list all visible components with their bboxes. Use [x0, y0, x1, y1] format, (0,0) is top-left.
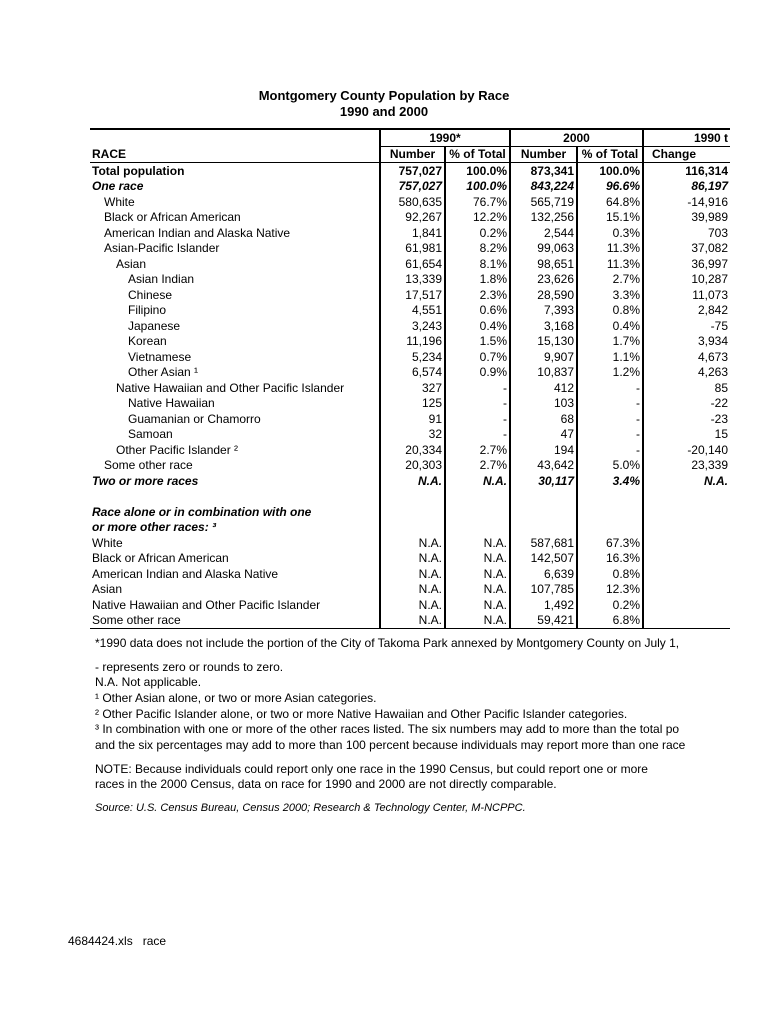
header-race: RACE [92, 147, 127, 161]
row-label: Asian Indian [128, 272, 195, 287]
row-value: N.A. [445, 597, 510, 613]
title-line-1: Montgomery County Population by Race [258, 88, 510, 103]
table-row [90, 303, 730, 319]
row-label: Two or more races [92, 473, 199, 488]
row-value: 32 [380, 427, 445, 443]
row-value: 107,785 [510, 582, 577, 598]
row-value [510, 504, 577, 520]
row-value [643, 520, 730, 536]
row-value: 10,287 [643, 272, 730, 288]
table-row [90, 318, 730, 334]
row-value: 12.3% [577, 582, 643, 598]
table-row [90, 582, 730, 598]
table-row [90, 473, 730, 489]
table-row [90, 551, 730, 567]
row-value: 9,907 [510, 349, 577, 365]
table-row [90, 194, 730, 210]
row-value: N.A. [380, 566, 445, 582]
source-note: Source: U.S. Census Bureau, Census 2000; Research & Technology Center, M-NCPPC. [95, 802, 526, 814]
row-value: 15.1% [577, 210, 643, 226]
row-value: 3,243 [380, 318, 445, 334]
row-value: - [577, 442, 643, 458]
row-label: Some other race [104, 458, 193, 473]
row-value [577, 489, 643, 505]
population-table [90, 128, 730, 629]
header-change: 1990 t [643, 129, 730, 146]
row-value: 4,263 [643, 365, 730, 381]
row-value: 0.3% [577, 225, 643, 241]
table-row [90, 489, 730, 505]
row-value: 0.8% [577, 566, 643, 582]
row-value: N.A. [380, 582, 445, 598]
row-value [577, 520, 643, 536]
table-row [90, 566, 730, 582]
table-row [90, 442, 730, 458]
row-label: Total population [90, 163, 380, 179]
row-value: 757,027 [380, 163, 445, 179]
row-value: 1.5% [445, 334, 510, 350]
row-value: 2,842 [643, 303, 730, 319]
table-row [90, 349, 730, 365]
row-value: 100.0% [445, 179, 510, 195]
row-value: -22 [643, 396, 730, 412]
row-value: 0.9% [445, 365, 510, 381]
row-value: 103 [510, 396, 577, 412]
row-value: 132,256 [510, 210, 577, 226]
header-2000: 2000 [510, 129, 643, 146]
table-row [90, 613, 730, 629]
row-value: 68 [510, 411, 577, 427]
row-value: 2,544 [510, 225, 577, 241]
row-label [90, 489, 380, 505]
row-label: White [92, 535, 123, 550]
row-value: 1.2% [577, 365, 643, 381]
row-label: Some other race [90, 613, 380, 629]
row-value: - [577, 396, 643, 412]
row-value: 0.4% [577, 318, 643, 334]
row-label: or more other races: ³ [92, 520, 217, 535]
row-label: Asian [116, 256, 147, 271]
row-value: - [445, 411, 510, 427]
footer-filename: 4684424.xls [68, 934, 133, 948]
row-value: 2.3% [445, 287, 510, 303]
row-value: 43,642 [510, 458, 577, 474]
page-title [0, 88, 768, 120]
table-row [90, 396, 730, 412]
row-value: 36,997 [643, 256, 730, 272]
row-value: 3.3% [577, 287, 643, 303]
table-row [90, 380, 730, 396]
row-value: 0.8% [577, 303, 643, 319]
row-value: 3,934 [643, 334, 730, 350]
table-row [90, 504, 730, 520]
row-value: 2.7% [445, 458, 510, 474]
row-value: 86,197 [643, 179, 730, 195]
table-row [90, 210, 730, 226]
row-value: N.A. [445, 535, 510, 551]
table-row [90, 365, 730, 381]
row-value: 125 [380, 396, 445, 412]
row-label: Japanese [128, 318, 181, 333]
row-value: N.A. [380, 613, 445, 629]
row-label: Other Pacific Islander ² [116, 442, 239, 457]
row-value: 61,654 [380, 256, 445, 272]
row-value: 98,651 [510, 256, 577, 272]
row-value: 28,590 [510, 287, 577, 303]
table-row [90, 458, 730, 474]
row-value [643, 551, 730, 567]
row-value: 85 [643, 380, 730, 396]
row-value [643, 566, 730, 582]
row-value: 76.7% [445, 194, 510, 210]
row-value: 23,626 [510, 272, 577, 288]
row-value [643, 504, 730, 520]
table-row [90, 597, 730, 613]
row-value: 1.8% [445, 272, 510, 288]
row-value: 64.8% [577, 194, 643, 210]
row-value: 15 [643, 427, 730, 443]
table-row [90, 520, 730, 536]
row-value: 1.1% [577, 349, 643, 365]
row-value: N.A. [643, 473, 730, 489]
row-value: 17,517 [380, 287, 445, 303]
row-value [445, 489, 510, 505]
row-value [643, 489, 730, 505]
table-row [90, 334, 730, 350]
row-label: Samoan [128, 427, 173, 442]
row-label: American Indian and Alaska Native [104, 225, 291, 240]
row-value [577, 504, 643, 520]
row-value: 142,507 [510, 551, 577, 567]
row-value: 30,117 [510, 473, 577, 489]
header-row-columns [90, 146, 730, 163]
row-value: 0.6% [445, 303, 510, 319]
row-label: Vietnamese [128, 349, 192, 364]
row-label: White [104, 194, 135, 209]
row-value: 12.2% [445, 210, 510, 226]
row-label: Asian [92, 582, 123, 597]
header-number-1990: Number [380, 146, 445, 163]
row-value: - [445, 380, 510, 396]
row-value: -20,140 [643, 442, 730, 458]
row-value: 13,339 [380, 272, 445, 288]
header-1990: 1990* [380, 129, 510, 146]
note-comparability-a: NOTE: Because individuals could report only one race in the 1990 Census, but could report one or more [95, 762, 648, 776]
row-value: 2.7% [577, 272, 643, 288]
row-value: 327 [380, 380, 445, 396]
row-value: -75 [643, 318, 730, 334]
row-value: 1,841 [380, 225, 445, 241]
row-value: 587,681 [510, 535, 577, 551]
footnote-3b: and the six percentages may add to more than 100 percent because individuals may report more than one race [95, 738, 686, 752]
row-value: 3,168 [510, 318, 577, 334]
row-value: 15,130 [510, 334, 577, 350]
row-label: Guamanian or Chamorro [128, 411, 261, 426]
row-value [510, 520, 577, 536]
row-value: 96.6% [577, 179, 643, 195]
row-value: N.A. [445, 613, 510, 629]
row-label: Black or African American [92, 551, 229, 566]
row-value: 703 [643, 225, 730, 241]
row-value: N.A. [445, 566, 510, 582]
row-value: 1.7% [577, 334, 643, 350]
row-value: 3.4% [577, 473, 643, 489]
row-value [510, 489, 577, 505]
row-label: Filipino [128, 303, 167, 318]
row-value: 0.2% [577, 597, 643, 613]
row-value: - [445, 427, 510, 443]
row-value: 4,551 [380, 303, 445, 319]
row-label: Native Hawaiian and Other Pacific Islander [116, 380, 345, 395]
row-value [643, 613, 730, 629]
row-value [445, 504, 510, 520]
row-value: 6,574 [380, 365, 445, 381]
row-value [380, 489, 445, 505]
row-value: 116,314 [643, 163, 730, 179]
row-value: 5.0% [577, 458, 643, 474]
header-number-2000: Number [510, 146, 577, 163]
note-comparability-b: races in the 2000 Census, data on race for 1990 and 2000 are not directly comparable. [95, 777, 557, 791]
row-value: 16.3% [577, 551, 643, 567]
row-value: 0.2% [445, 225, 510, 241]
row-value: 61,981 [380, 241, 445, 257]
row-label: Korean [128, 334, 167, 349]
header-row-years [90, 129, 730, 146]
row-value: 4,673 [643, 349, 730, 365]
row-label: Native Hawaiian and Other Pacific Islander [92, 597, 321, 612]
row-label: Native Hawaiian [128, 396, 215, 411]
row-value: 8.2% [445, 241, 510, 257]
row-value [643, 597, 730, 613]
row-value: 873,341 [510, 163, 577, 179]
row-value: 7,393 [510, 303, 577, 319]
row-label: Asian-Pacific Islander [104, 241, 220, 256]
row-value: 47 [510, 427, 577, 443]
footer-sheet: race [142, 934, 167, 948]
row-label: One race [92, 179, 144, 194]
row-value: 20,303 [380, 458, 445, 474]
row-value: 194 [510, 442, 577, 458]
footnote-3a: ³ In combination with one or more of the other races listed. The six numbers may add to more than the total po [95, 722, 680, 736]
row-value: -14,916 [643, 194, 730, 210]
row-value [643, 535, 730, 551]
row-value: 412 [510, 380, 577, 396]
header-pct-1990: % of Total [445, 146, 510, 163]
row-label: Race alone or in combination with one [92, 504, 312, 519]
row-value: N.A. [380, 597, 445, 613]
row-value: 100.0% [445, 163, 510, 179]
note-dash: - represents zero or rounds to zero. [95, 660, 284, 674]
row-value: 5,234 [380, 349, 445, 365]
table-row [90, 411, 730, 427]
row-value: 580,635 [380, 194, 445, 210]
row-label: Black or African American [104, 210, 241, 225]
header-blank [90, 129, 380, 146]
row-value: 23,339 [643, 458, 730, 474]
row-label: Other Asian ¹ [128, 365, 199, 380]
row-value: - [445, 396, 510, 412]
row-label: Chinese [128, 287, 173, 302]
row-value: N.A. [380, 535, 445, 551]
row-value [643, 582, 730, 598]
row-label: American Indian and Alaska Native [92, 566, 279, 581]
table-row [90, 163, 730, 179]
row-value: 843,224 [510, 179, 577, 195]
table-row [90, 241, 730, 257]
note-1990: *1990 data does not include the portion of the City of Takoma Park annexed by Montgomery County on July 1, [95, 636, 680, 650]
row-value [380, 520, 445, 536]
row-value: 99,063 [510, 241, 577, 257]
row-value: 1,492 [510, 597, 577, 613]
table-row [90, 427, 730, 443]
row-value: -23 [643, 411, 730, 427]
row-value: 37,082 [643, 241, 730, 257]
row-value: N.A. [380, 473, 445, 489]
footnote-1: ¹ Other Asian alone, or two or more Asian categories. [95, 691, 377, 705]
row-value: - [577, 427, 643, 443]
row-value: 67.3% [577, 535, 643, 551]
row-value: 10,837 [510, 365, 577, 381]
table-row [90, 256, 730, 272]
row-value: 757,027 [380, 179, 445, 195]
header-pct-2000: % of Total [577, 146, 643, 163]
row-value: 565,719 [510, 194, 577, 210]
row-value: 11.3% [577, 241, 643, 257]
row-value: 11,073 [643, 287, 730, 303]
title-line-2: 1990 and 2000 [339, 104, 429, 119]
row-value [380, 504, 445, 520]
row-value: 0.4% [445, 318, 510, 334]
footer [68, 934, 166, 948]
table-row [90, 225, 730, 241]
row-value: - [577, 380, 643, 396]
row-value [445, 520, 510, 536]
header-change-value: Change [643, 146, 730, 163]
row-value: 2.7% [445, 442, 510, 458]
row-value: 8.1% [445, 256, 510, 272]
row-value: N.A. [445, 551, 510, 567]
table-row [90, 535, 730, 551]
footnote-2: ² Other Pacific Islander alone, or two or more Native Hawaiian and Other Pacific Islander categories. [95, 707, 628, 721]
table-row [90, 179, 730, 195]
row-value: - [577, 411, 643, 427]
row-value: 6.8% [577, 613, 643, 629]
row-value: N.A. [445, 582, 510, 598]
row-value: 39,989 [643, 210, 730, 226]
table-row [90, 287, 730, 303]
row-value: 20,334 [380, 442, 445, 458]
table-row [90, 272, 730, 288]
note-na: N.A. Not applicable. [95, 675, 202, 689]
row-value: 100.0% [577, 163, 643, 179]
row-value: 0.7% [445, 349, 510, 365]
row-value: 91 [380, 411, 445, 427]
row-value: N.A. [380, 551, 445, 567]
population-table-wrapper [90, 128, 729, 628]
row-value: 59,421 [510, 613, 577, 629]
row-value: 11.3% [577, 256, 643, 272]
row-value: 6,639 [510, 566, 577, 582]
row-value: N.A. [445, 473, 510, 489]
row-value: 11,196 [380, 334, 445, 350]
row-value: 92,267 [380, 210, 445, 226]
